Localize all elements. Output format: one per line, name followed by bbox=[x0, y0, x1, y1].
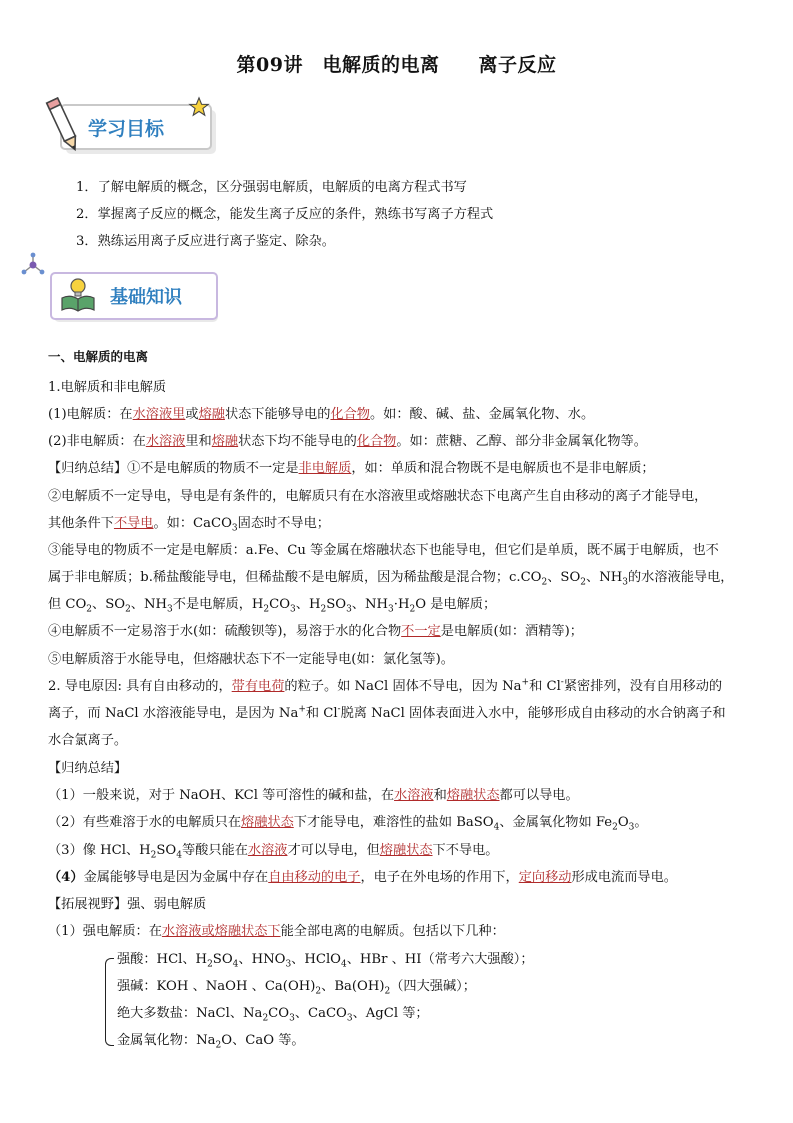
basic-knowledge-label: 基础知识 bbox=[110, 287, 182, 308]
list-item-salts: 绝大多数盐：NaCl、$Na_2CO_3$、CaCO$_3$、AgCl 等； bbox=[117, 1006, 429, 1024]
text-line: ④电解质不一定易溶于水(如：硫酸钡等)，易溶于水的化合物不一定是电解质(如：酒精等)； bbox=[48, 624, 583, 639]
list-bracket bbox=[105, 958, 114, 1046]
text-line: 但 $CO_2$、$SO_2$、$NH_3$不是电解质，$H_2CO_3$、$H_2SO_3$、$NH_3\cdot H_2O$ 是电解质； bbox=[48, 597, 497, 615]
learning-goals-badge bbox=[44, 94, 214, 158]
goal-item-1: 1．了解电解质的概念，区分强弱电解质，电解质的电离方程式书写 bbox=[76, 180, 467, 195]
goal-item-3: 3．熟练运用离子反应进行离子鉴定、除杂。 bbox=[76, 234, 335, 249]
text-line: 水合氯离子。 bbox=[48, 733, 128, 748]
section-heading: 一、电解质的电离 bbox=[48, 349, 149, 364]
text-line: （3）像 HCl、$H_2SO_4$等酸只能在水溶液才可以导电，但熔融状态下不导电。 bbox=[48, 843, 499, 861]
pencil-icon bbox=[44, 94, 84, 158]
subheading-electrolyte: 1.电解质和非电解质 bbox=[48, 380, 167, 395]
text-line: ⑤电解质溶于水能导电，但熔融状态下不一定能导电(如：氯化氢等)。 bbox=[48, 652, 454, 667]
text-line: 【归纳总结】①不是电解质的物质不一定是非电解质，如：单质和混合物既不是电解质也不是非电解质； bbox=[48, 461, 655, 476]
list-item-strong-acids: 强酸：HCl、$H_2SO_4$、$HNO_3$、HClO$_4$、HBr 、HI（常考六大强酸）； bbox=[117, 952, 534, 970]
text-line: ③能导电的物质不一定是电解质：a.Fe、Cu 等金属在熔融状态下也能导电，但它们是单质，既不属于电解质，也不 bbox=[48, 543, 719, 558]
text-line: 属于非电解质；b.稀盐酸能导电，但稀盐酸不是电解质，因为稀盐酸是混合物；$c.CO_2$、$SO_2$、$NH_3$的水溶液能导电， bbox=[48, 570, 734, 588]
learning-goals-label: 学习目标 bbox=[88, 118, 165, 140]
basic-knowledge-badge bbox=[48, 268, 220, 324]
text-line: （2）有些难溶于水的电解质只在熔融状态下才能导电，难溶性的盐如 BaSO$_4$、金属氧化物如 $Fe_2O_3$。 bbox=[48, 815, 648, 833]
text-line: （4）金属能够导电是因为金属中存在自由移动的电子，电子在外电场的作用下，定向移动形成电流而导电。 bbox=[48, 870, 677, 885]
list-item-strong-bases: 强碱：KOH 、NaOH 、$Ca(OH)_2$、$Ba(OH)_2$（四大强碱）； bbox=[117, 979, 476, 997]
text-line: 【归纳总结】 bbox=[48, 761, 128, 776]
book-bulb-icon bbox=[58, 274, 98, 314]
goal-item-2: 2．掌握离子反应的概念，能发生离子反应的条件，熟练书写离子方程式 bbox=[76, 207, 494, 222]
text-line: （1）强电解质：在水溶液或熔融状态下能全部电离的电解质。包括以下几种： bbox=[48, 924, 505, 939]
molecule-icon bbox=[20, 252, 46, 278]
page-title: 第09讲 电解质的电离 离子反应 bbox=[236, 54, 557, 76]
text-line: 离子，而 NaCl 水溶液能导电，是因为 Na+和 Cl-脱离 NaCl 固体表面进入水中，能够形成自由移动的水合钠离子和 bbox=[48, 704, 726, 721]
text-line: (2)非电解质：在水溶液里和熔融状态下均不能导电的化合物。如：蔗糖、乙醇、部分非金属氧化物等。 bbox=[48, 434, 647, 449]
star-icon bbox=[188, 96, 210, 118]
text-line: (1)电解质：在水溶液里或熔融状态下能够导电的化合物。如：酸、碱、盐、金属氧化物、水。 bbox=[48, 407, 595, 422]
text-line: ②电解质不一定导电，导电是有条件的，电解质只有在水溶液里或熔融状态下电离产生自由移动的离子才能导电， bbox=[48, 489, 708, 504]
text-line: 其他条件下不导电。如：CaCO$_3$固态时不导电； bbox=[48, 516, 330, 534]
list-item-metal-oxides: 金属氧化物：$Na_2O$、CaO 等。 bbox=[117, 1033, 305, 1051]
text-line: 【拓展视野】强、弱电解质 bbox=[48, 897, 207, 912]
text-line: （1）一般来说，对于 NaOH、KCl 等可溶性的碱和盐，在水溶液和熔融状态都可以导电。 bbox=[48, 788, 579, 803]
text-line: 2. 导电原因: 具有自由移动的，带有电荷的粒子。如 NaCl 固体不导电，因为 Na+和 Cl-紧密排列，没有自用移动的 bbox=[48, 677, 723, 694]
